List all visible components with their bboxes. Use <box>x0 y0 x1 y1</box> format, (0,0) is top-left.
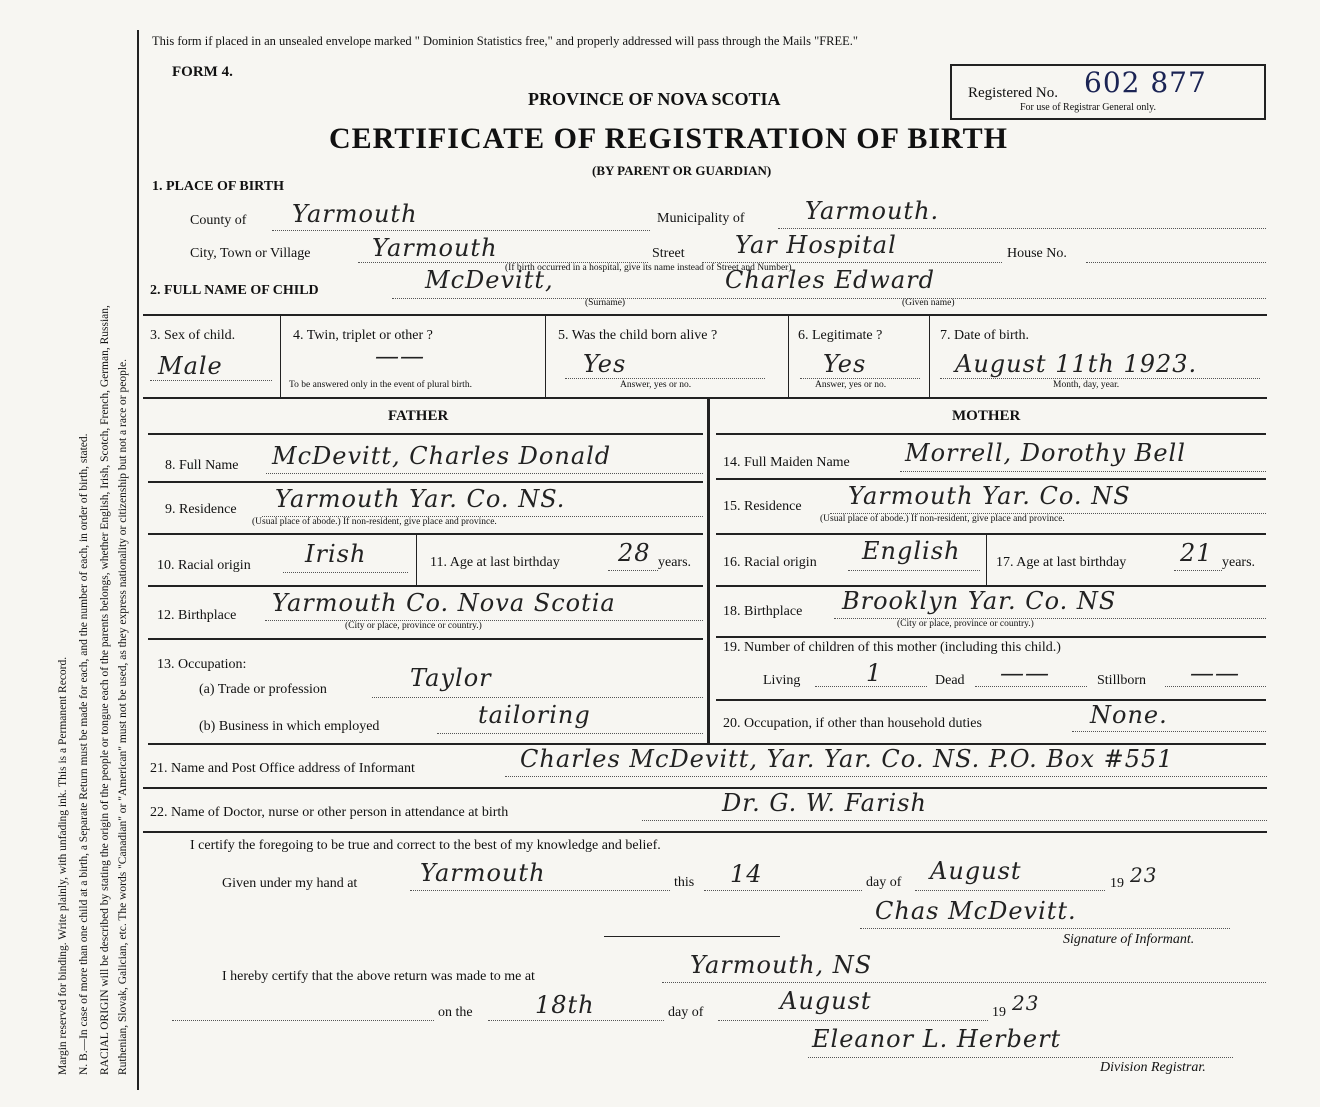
certify-statement: I certify the foregoing to be true and correct to the best of my knowledge and belief. <box>190 838 661 853</box>
twin-label: 4. Twin, triplet or other ? <box>293 328 433 343</box>
mother-name-value: Morrell, Dorothy Bell <box>905 439 1186 467</box>
business-line <box>437 733 703 734</box>
informant-label: 21. Name and Post Office address of Informant <box>150 761 415 776</box>
given-month-line <box>915 890 1105 891</box>
given-dayof-label: day of <box>866 875 902 890</box>
registrar-signature-line <box>808 1057 1233 1058</box>
dob-label: 7. Date of birth. <box>940 328 1030 343</box>
father-heading: FATHER <box>388 408 449 424</box>
mother-age-value: 21 <box>1180 539 1213 567</box>
registrar-on-label: on the <box>438 1005 473 1020</box>
row3-div-2 <box>545 316 546 397</box>
registrar-lead-line <box>172 1020 434 1021</box>
father-rule-4 <box>148 585 703 587</box>
alive-line <box>565 378 765 379</box>
form-number: FORM 4. <box>172 64 233 80</box>
mother-name-line <box>900 471 1266 472</box>
father-race-label: 10. Racial origin <box>157 558 251 573</box>
municipality-line <box>778 228 1266 229</box>
sex-label: 3. Sex of child. <box>150 328 236 343</box>
business-value: tailoring <box>478 701 591 729</box>
trade-label: (a) Trade or profession <box>199 682 327 697</box>
father-race-value: Irish <box>305 540 367 568</box>
alive-value: Yes <box>583 350 627 378</box>
father-residence-note: (Usual place of abode.) If non-resident, give place and province. <box>252 517 497 527</box>
registered-box <box>950 64 1266 120</box>
dead-value: —— <box>1000 659 1050 687</box>
child-surname: McDevitt, <box>425 266 554 294</box>
city-value: Yarmouth <box>372 234 498 262</box>
dob-line <box>940 378 1260 379</box>
father-birthplace-label: 12. Birthplace <box>157 608 237 623</box>
twin-note: To be answered only in the event of plural birth. <box>289 380 472 390</box>
father-name-label: 8. Full Name <box>165 458 239 473</box>
registrar-day-value: 18th <box>535 991 595 1019</box>
mother-years-label: years. <box>1222 555 1256 570</box>
row3-div-4 <box>929 316 930 397</box>
surname-note: (Surname) <box>585 298 626 308</box>
margin-note-4: Ruthenian, Slovak, Galician, etc. The words "Canadian" or "American" must not be used, as they express nationality or citizenship but not a race or people. <box>117 358 129 1075</box>
registrar-year-prefix: 19 <box>992 1005 1006 1020</box>
legitimate-label: 6. Legitimate ? <box>798 328 883 343</box>
twin-value: —— <box>375 342 425 370</box>
legitimate-note: Answer, yes or no. <box>815 380 887 390</box>
informant-signature-short-line <box>604 936 780 937</box>
place-of-birth-label: 1. PLACE OF BIRTH <box>152 179 285 194</box>
sex-value: Male <box>158 352 223 380</box>
father-birthplace-value: Yarmouth Co. Nova Scotia <box>272 589 616 617</box>
mother-occupation-line <box>1072 731 1266 732</box>
given-name-note: (Given name) <box>902 298 955 308</box>
registered-label: Registered No. <box>968 85 1058 101</box>
stillborn-value: —— <box>1190 659 1240 687</box>
informant-value: Charles McDevitt, Yar. Yar. Co. NS. P.O. Box #551 <box>520 745 1174 773</box>
hospital-note: (If birth occurred in a hospital, give its name instead of Street and Number) <box>505 263 792 273</box>
father-age-line <box>608 570 658 571</box>
trade-value: Taylor <box>410 664 492 692</box>
mother-occupation-label: 20. Occupation, if other than household duties <box>723 716 982 731</box>
mother-race-value: English <box>862 537 961 565</box>
father-age-divider <box>416 535 417 585</box>
father-birthplace-line <box>265 620 703 621</box>
mother-heading: MOTHER <box>952 408 1021 424</box>
dob-value: August 11th 1923. <box>955 350 1198 378</box>
given-year-prefix: 19 <box>1110 876 1124 891</box>
municipality-value: Yarmouth. <box>805 197 940 225</box>
row3-div-1 <box>280 316 281 397</box>
informant-bottom-rule <box>143 787 1267 789</box>
registrar-signature-caption: Division Registrar. <box>1100 1060 1206 1075</box>
father-years-label: years. <box>658 555 692 570</box>
margin-note-2: N. B.—In case of more than one child at a birth, a Separate Return must be made for each, and the number of each, in order of birth, stated. <box>78 433 90 1075</box>
mother-residence-note: (Usual place of abode.) If non-resident, give place and province. <box>820 514 1065 524</box>
mother-birthplace-note: (City or place, province or country.) <box>897 619 1034 629</box>
business-label: (b) Business in which employed <box>199 719 380 734</box>
registrar-day-line <box>488 1020 664 1021</box>
mother-race-line <box>848 570 980 571</box>
registered-number: 602 877 <box>1084 66 1207 99</box>
province-title: PROVINCE OF NOVA SCOTIA <box>528 89 781 109</box>
living-value: 1 <box>866 659 883 687</box>
parents-center-divider <box>707 399 710 743</box>
doctor-label: 22. Name of Doctor, nurse or other person in attendance at birth <box>150 805 509 820</box>
registrar-month-value: August <box>780 987 872 1015</box>
alive-note: Answer, yes or no. <box>620 380 692 390</box>
mother-rule-5 <box>716 636 1266 638</box>
doctor-line <box>642 820 1267 821</box>
father-rule-2 <box>148 481 703 483</box>
mother-rule-1 <box>716 433 1266 435</box>
father-name-line <box>266 473 703 474</box>
mother-birthplace-value: Brooklyn Yar. Co. NS <box>842 587 1117 615</box>
mother-rule-3 <box>716 533 1266 535</box>
municipality-label: Municipality of <box>657 211 745 226</box>
sex-line <box>150 380 272 381</box>
trade-line <box>372 697 703 698</box>
given-under-label: Given under my hand at <box>222 876 358 891</box>
registrar-place-value: Yarmouth, NS <box>690 951 873 979</box>
registrar-month-line <box>718 1020 988 1021</box>
house-line <box>1086 262 1266 263</box>
registrar-dayof-label: day of <box>668 1005 704 1020</box>
county-value: Yarmouth <box>292 200 418 228</box>
street-label: Street <box>652 246 685 261</box>
registrar-year-value: 23 <box>1012 991 1040 1015</box>
registrar-statement: I hereby certify that the above return was made to me at <box>222 969 535 984</box>
informant-signature: Chas McDevitt. <box>875 897 1077 925</box>
legitimate-value: Yes <box>823 350 867 378</box>
children-count-label: 19. Number of children of this mother (including this child.) <box>723 640 1061 655</box>
father-residence-value: Yarmouth Yar. Co. NS. <box>275 485 566 513</box>
mother-residence-label: 15. Residence <box>723 499 802 514</box>
child-name-label: 2. FULL NAME OF CHILD <box>150 283 319 298</box>
mail-note: This form if placed in an unsealed envelope marked " Dominion Statistics free," and properly addressed will pass through the Mails "FREE." <box>152 34 859 48</box>
stillborn-label: Stillborn <box>1097 673 1147 688</box>
legitimate-line <box>800 378 920 379</box>
city-label: City, Town or Village <box>190 246 311 261</box>
mother-age-line <box>1174 570 1222 571</box>
given-month-value: August <box>930 857 1022 885</box>
county-label: County of <box>190 213 247 228</box>
occupation-label: 13. Occupation: <box>157 657 247 672</box>
registered-note: For use of Registrar General only. <box>1020 102 1156 113</box>
doctor-bottom-rule <box>143 831 1267 833</box>
margin-note-1: Margin reserved for binding. Write plainly, with unfading ink. This is a Permanent Record. <box>57 656 69 1075</box>
mother-residence-value: Yarmouth Yar. Co. NS <box>848 482 1131 510</box>
father-race-line <box>283 572 408 573</box>
informant-signature-caption: Signature of Informant. <box>1063 932 1195 947</box>
father-rule-1 <box>148 433 703 435</box>
alive-label: 5. Was the child born alive ? <box>558 328 718 343</box>
given-day-value: 14 <box>730 860 763 888</box>
binding-margin-line <box>137 30 139 1090</box>
father-birthplace-note: (City or place, province or country.) <box>345 621 482 631</box>
house-label: House No. <box>1007 246 1067 261</box>
certificate-subtitle: (BY PARENT OR GUARDIAN) <box>592 163 772 178</box>
doctor-value: Dr. G. W. Farish <box>722 789 927 817</box>
mother-age-divider <box>986 535 987 585</box>
father-rule-3 <box>148 533 703 535</box>
mother-name-label: 14. Full Maiden Name <box>723 455 850 470</box>
father-name-value: McDevitt, Charles Donald <box>272 442 612 470</box>
mother-rule-6 <box>716 699 1266 701</box>
child-name-line <box>392 298 1266 299</box>
informant-signature-line <box>860 928 1230 929</box>
given-day-line <box>704 890 862 891</box>
row3-top-rule <box>143 314 1267 316</box>
given-place-value: Yarmouth <box>420 859 546 887</box>
county-line <box>272 230 650 231</box>
registrar-place-line <box>662 982 1266 983</box>
row3-div-3 <box>788 316 789 397</box>
mother-race-label: 16. Racial origin <box>723 555 817 570</box>
this-label: this <box>674 875 695 890</box>
row3-bottom-rule <box>143 397 1267 399</box>
mother-birthplace-label: 18. Birthplace <box>723 604 803 619</box>
margin-note-3: RACIAL ORIGIN will be described by stating the origin of the people or tongue each of the parents belongs, whether English, Irish, Scotch, French, German, Russian, <box>99 305 111 1075</box>
father-residence-label: 9. Residence <box>165 502 237 517</box>
mother-rule-2 <box>716 478 1266 480</box>
mother-age-label: 17. Age at last birthday <box>996 555 1127 570</box>
father-rule-5 <box>148 638 703 640</box>
dead-label: Dead <box>935 673 965 688</box>
dob-note: Month, day, year. <box>1053 380 1120 390</box>
certificate-title: CERTIFICATE OF REGISTRATION OF BIRTH <box>329 122 1008 155</box>
living-label: Living <box>763 673 801 688</box>
given-place-line <box>410 890 670 891</box>
informant-line <box>505 776 1267 777</box>
given-year-value: 23 <box>1130 863 1158 887</box>
father-age-value: 28 <box>618 539 651 567</box>
mother-occupation-value: None. <box>1090 701 1168 729</box>
father-age-label: 11. Age at last birthday <box>430 555 560 570</box>
street-value: Yar Hospital <box>735 231 897 259</box>
registrar-signature: Eleanor L. Herbert <box>812 1025 1062 1053</box>
child-given-name: Charles Edward <box>725 266 935 294</box>
